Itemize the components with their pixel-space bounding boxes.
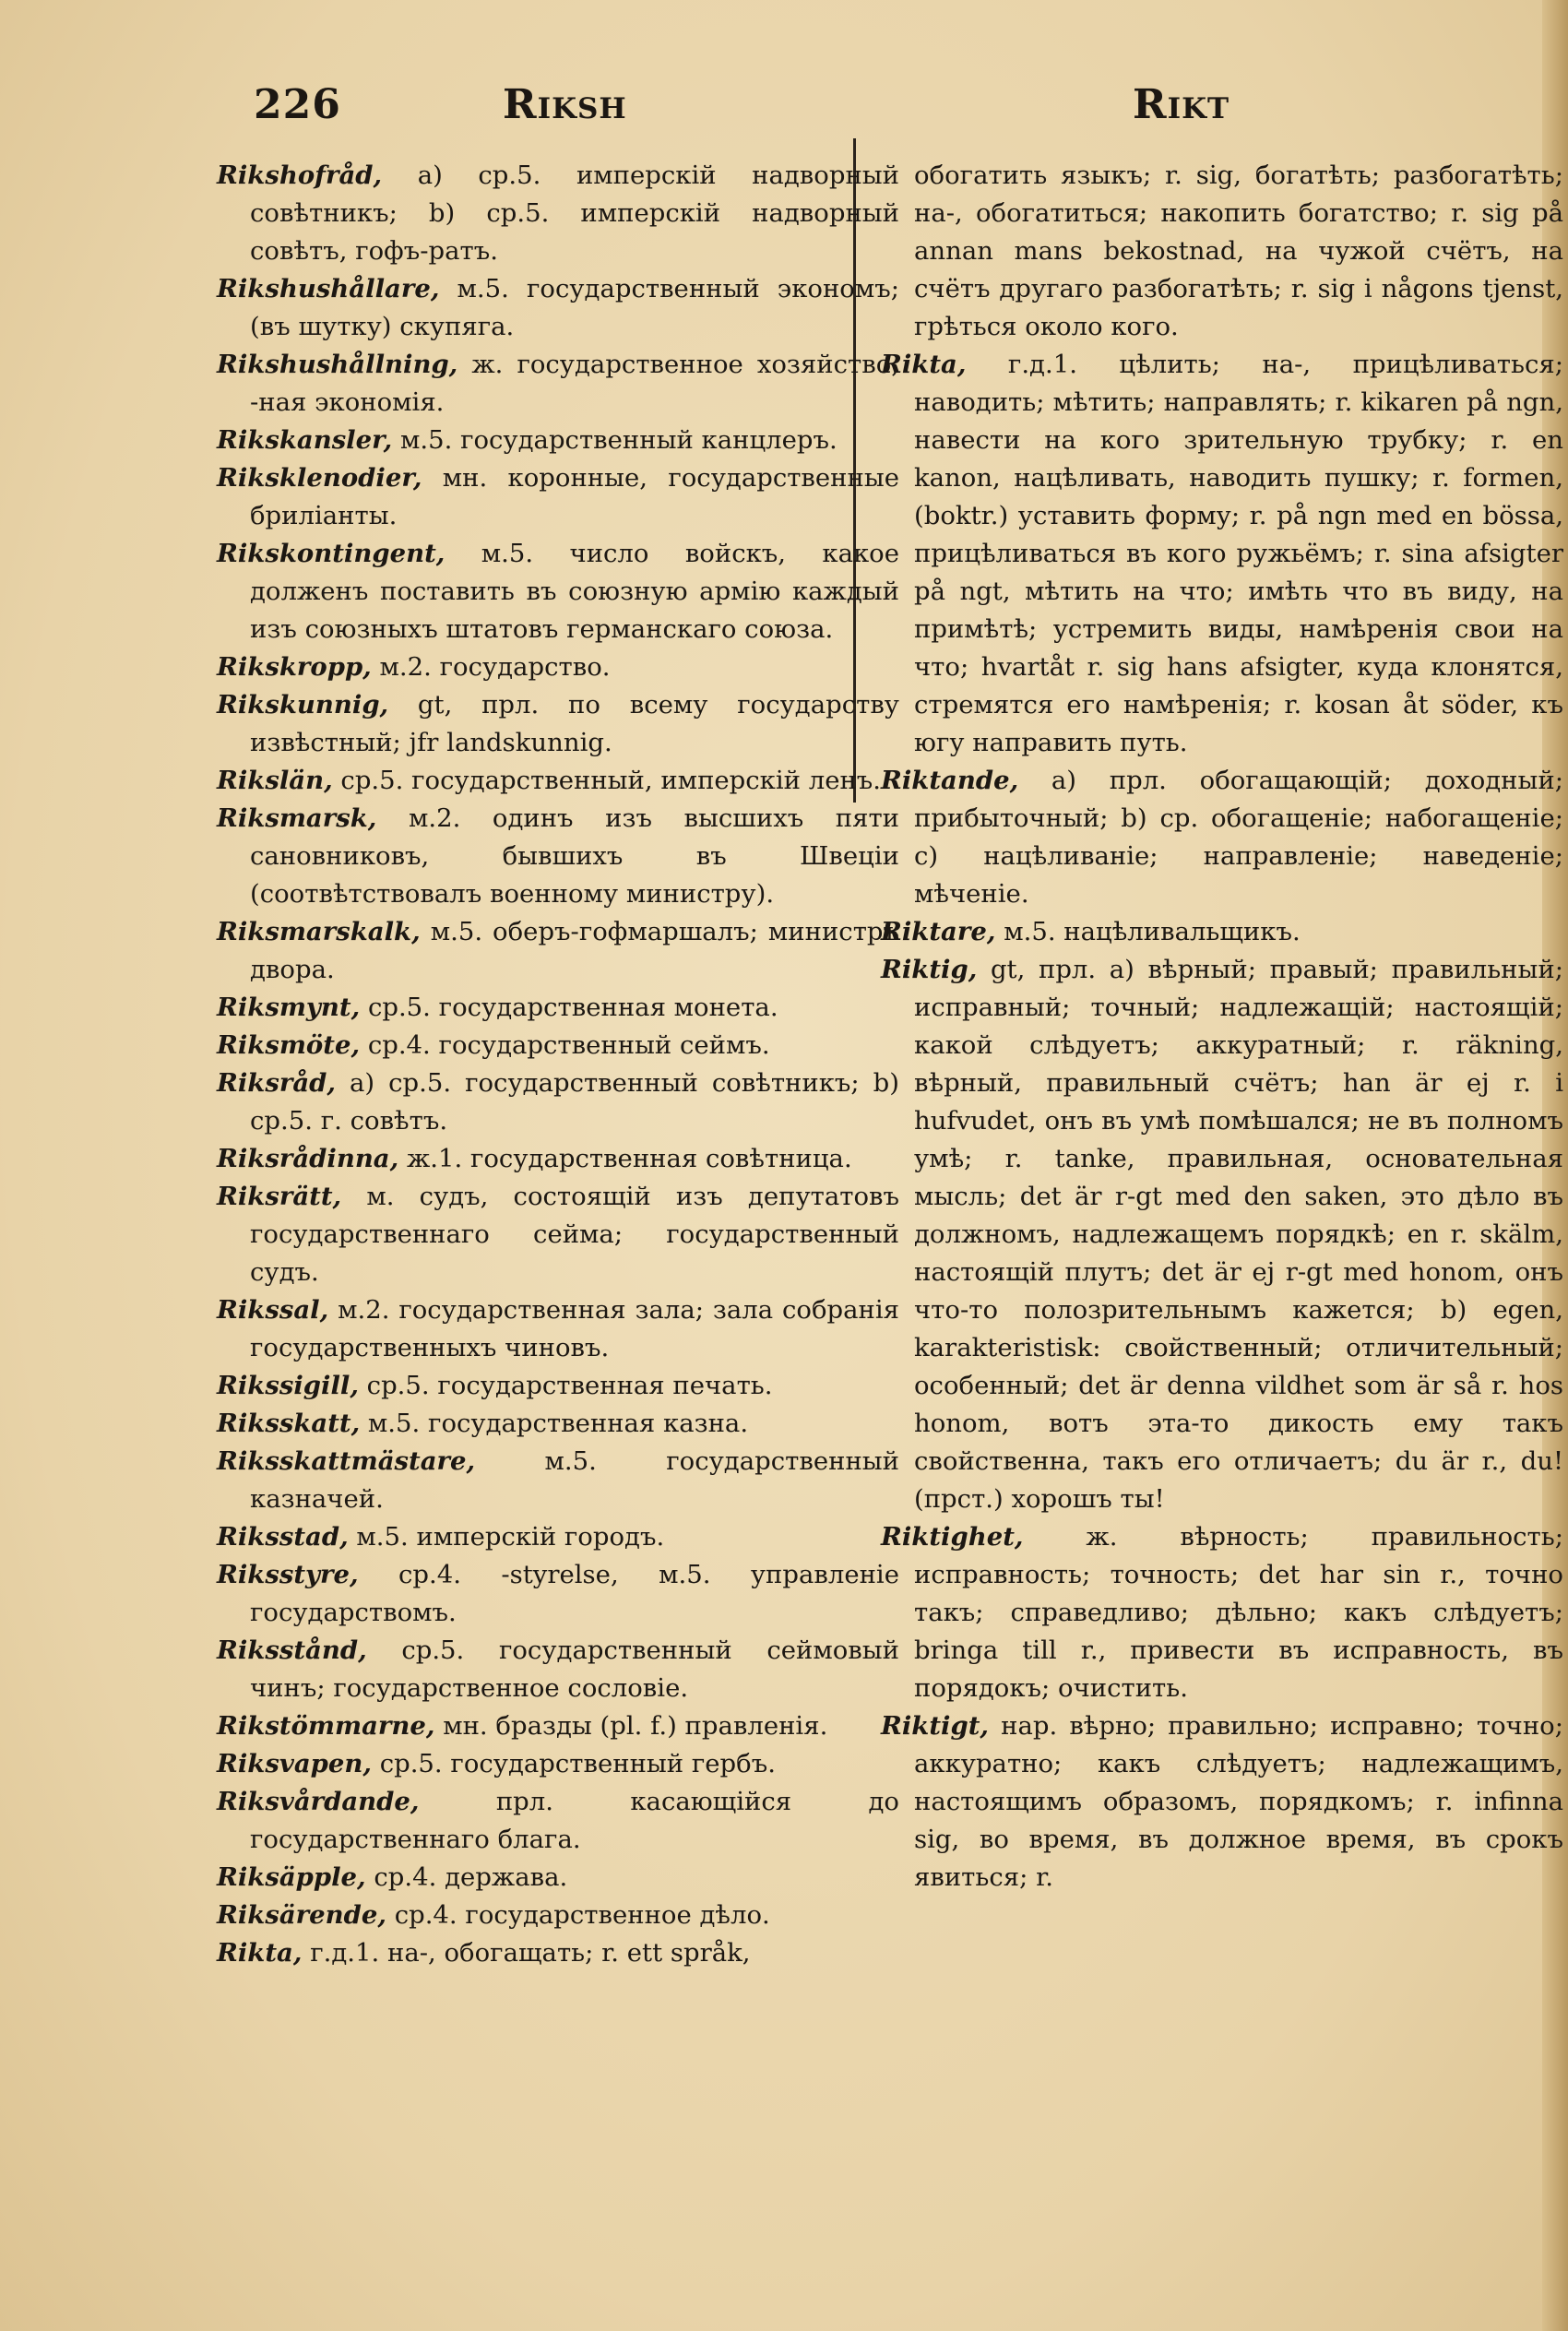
entry-headword: Riksklenodier,: [217, 463, 422, 493]
entry-definition: г.д.1. цѣлить; на-, прицѣливаться; наводить; мѣтить; направлять; r. kikaren på ngn, навести на кого зрительную трубку; r. en kanon, нацѣливать, наводить пушку; r. formen, (boktr.) уставить форму; r. på ngn med en bössa, прицѣливаться въ кого ружьёмъ; r. sina afsigter på ngt, мѣтить на что; имѣть что въ виду, на примѣтѣ; устремить виды, намѣренія свои на что; hvartåt r. sig hans afsigter, куда клонятся, стремятся его намѣренія; r. kosan åt söder, къ югу направить путь.: [914, 350, 1563, 757]
entry-definition: gt, прл. по всему государству извѣстный; jfr landskunnig.: [250, 690, 899, 757]
entry-definition: ср.5. государственный, имперскій ленъ.: [340, 766, 882, 795]
entry-headword: Riksäpple,: [217, 1862, 366, 1892]
dictionary-entry: [217, 1897, 899, 1934]
entry-headword: Riktighet,: [881, 1522, 1024, 1552]
entry-headword: Riktare,: [881, 917, 996, 946]
entry-headword: Riksmarskalk,: [217, 917, 421, 946]
entry-definition: ср.4. государственный сеймъ.: [367, 1030, 770, 1060]
entry-definition: м.5. число войскъ, какое долженъ поставить въ союзную армію каждый изъ союзныхъ штатовъ германскаго союза.: [250, 539, 900, 644]
entry-headword: Rikshofråd,: [217, 161, 383, 190]
entry-definition: a) прл. обогащающій; доходный; прибыточный; b) ср. обогащеніе; набогащеніе; c) нацѣливаніе; направленіе; наведеніе; мѣченіе.: [914, 766, 1563, 909]
entry-definition: м. судъ, состоящій изъ депутатовъ государственнаго сейма; государственный судъ.: [250, 1182, 899, 1287]
entry-headword: Rikta,: [217, 1938, 303, 1968]
entry-definition: г.д.1. на-, обогащать; r. ett språk,: [310, 1938, 751, 1968]
right-column: [881, 157, 1563, 1897]
entry-headword: Riksskatt,: [217, 1409, 361, 1438]
entry-headword: Rikskunnig,: [217, 690, 389, 720]
entry-headword: Rikssigill,: [217, 1371, 359, 1400]
entry-definition: м.2. государство.: [379, 652, 611, 682]
dictionary-entry: [881, 157, 1563, 346]
entry-headword: Riksärende,: [217, 1900, 386, 1930]
dictionary-entry: [217, 422, 899, 459]
dictionary-entry: [881, 1518, 1563, 1707]
entry-definition: прл. касающійся до государственнаго блага.: [250, 1787, 899, 1854]
dictionary-entry: [217, 1027, 899, 1064]
dictionary-entry: [217, 346, 899, 422]
entry-headword: Riksvårdande,: [217, 1787, 420, 1816]
right-guide-word: Rikt: [1133, 81, 1230, 128]
entry-definition: ж. государственное хозяйство, -ная экономія.: [250, 350, 899, 417]
dictionary-entry: [217, 1291, 899, 1367]
dictionary-entry: [217, 1405, 899, 1443]
entry-definition: a) ср.5. государственный совѣтникъ; b) ср.5. г. совѣтъ.: [250, 1068, 899, 1136]
entry-headword: Rikssal,: [217, 1295, 329, 1325]
entry-definition: нар. вѣрно; правильно; исправно; точно; аккуратно; какъ слѣдуетъ; надлежащимъ, настоящимъ образомъ, порядкомъ; r. infinna sig, во время, въ должное время, въ срокъ явиться; r.: [914, 1711, 1563, 1892]
entry-headword: Rikskropp,: [217, 652, 372, 682]
entry-definition: ср.5. государственная печать.: [366, 1371, 773, 1400]
entry-definition: м.5. государственный казначей.: [250, 1446, 899, 1514]
dictionary-entry: [217, 1064, 899, 1140]
entry-definition: ср.5. государственный гербъ.: [379, 1749, 776, 1778]
entry-definition: ж.1. государственная совѣтница.: [406, 1144, 852, 1173]
entry-definition: м.5. оберъ-гофмаршалъ; министръ двора.: [250, 917, 900, 984]
dictionary-entry: [217, 1178, 899, 1291]
dictionary-entry: [217, 1140, 899, 1178]
dictionary-entry: [881, 1707, 1563, 1897]
entry-definition: м.2. государственная зала; зала собранія государственныхъ чиновъ.: [250, 1295, 899, 1362]
dictionary-entry: [881, 762, 1563, 913]
entry-definition: м.5. имперскій городъ.: [356, 1522, 665, 1552]
dictionary-entry: [217, 989, 899, 1027]
left-column: [217, 157, 899, 1972]
entry-definition: м.5. государственный канцлеръ.: [399, 425, 837, 455]
dictionary-entry: [217, 1745, 899, 1783]
dictionary-entry: [217, 535, 899, 648]
entry-headword: Riksmynt,: [217, 993, 361, 1022]
left-guide-word: Riksh: [503, 81, 627, 128]
dictionary-entry: [881, 346, 1563, 762]
entry-headword: Rikta,: [881, 350, 967, 379]
dictionary-entry: [217, 270, 899, 346]
entry-definition: м.5. государственный экономъ; (въ шутку) скупяга.: [250, 274, 899, 341]
dictionary-entry: [217, 1859, 899, 1897]
entry-definition: a) ср.5. имперскій надворный совѣтникъ; b) ср.5. имперскій надворный совѣтъ, гофъ-ратъ.: [250, 161, 899, 266]
entry-headword: Riksråd,: [217, 1068, 336, 1098]
entry-headword: Riktande,: [881, 766, 1019, 795]
dictionary-entry: [217, 1367, 899, 1405]
entry-headword: Riktig,: [881, 955, 978, 984]
entry-headword: Riksstånd,: [217, 1635, 367, 1665]
dictionary-entry: [217, 1632, 899, 1707]
dictionary-entry: [217, 648, 899, 686]
entry-headword: Riksmarsk,: [217, 803, 377, 833]
entry-headword: Riksskattmästare,: [217, 1446, 476, 1476]
entry-headword: Rikskontingent,: [217, 539, 445, 568]
dictionary-entry: [217, 913, 899, 989]
dictionary-entry: [217, 686, 899, 762]
entry-headword: Riksstad,: [217, 1522, 349, 1552]
entry-definition: ср.4. государственное дѣло.: [394, 1900, 770, 1930]
dictionary-entry: [217, 459, 899, 535]
entry-headword: Rikshushållning,: [217, 350, 458, 379]
dictionary-entry: [217, 800, 899, 913]
entry-headword: Riksrätt,: [217, 1182, 342, 1211]
entry-definition: ср.4. держава.: [374, 1862, 568, 1892]
dictionary-entry: [217, 1556, 899, 1632]
running-header: [0, 81, 1568, 137]
entry-headword: Rikshushållare,: [217, 274, 440, 303]
dictionary-entry: [217, 1443, 899, 1518]
page-number: 226: [254, 81, 341, 128]
entry-headword: Rikstömmarne,: [217, 1711, 435, 1741]
dictionary-entry: [217, 1707, 899, 1745]
dictionary-entry: [217, 1783, 899, 1859]
entry-definition: мн. коронные, государственные бриліанты.: [250, 463, 900, 530]
entry-definition: gt, прл. a) вѣрный; правый; правильный; исправный; точный; надлежащій; настоящій; какой слѣдуетъ; аккуратный; r. räkning, вѣрный, правильный счётъ; han är ej r. i hufvudet, онъ въ умѣ помѣшался; не въ полномъ умѣ; r. tanke, правильная, основательная мысль; det är r-gt med den saken, это дѣло въ должномъ, надлежащемъ порядкѣ; en r. skälm, настоящій плутъ; det är ej r-gt med honom, онъ что-то полозрительнымъ кажется; b) egen, karakteristisk: свойственный; отличительный; особенный; det är denna vildhet som är så r. hos honom, вотъ эта-то дикость ему такъ свойственна, такъ его отличаетъ; du är r., du! (прст.) хорошъ ты!: [914, 955, 1563, 1514]
entry-definition: м.5. государственная казна.: [367, 1409, 749, 1438]
dictionary-entry: [881, 913, 1563, 951]
entry-definition: ср.5. государственный сеймовый чинъ; государственное сословіе.: [250, 1635, 899, 1703]
dictionary-entry: [217, 1518, 899, 1556]
entry-definition: ср.5. государственная монета.: [367, 993, 778, 1022]
dictionary-entry: [217, 1934, 899, 1972]
dictionary-entry: [881, 951, 1563, 1518]
dictionary-entry: [217, 762, 899, 800]
entry-definition: м.2. одинъ изъ высшихъ пяти сановниковъ, бывшихъ въ Швеціи (соотвѣтствовалъ военному министру).: [250, 803, 899, 909]
entry-headword: Riksmöte,: [217, 1030, 361, 1060]
entry-headword: Rikskansler,: [217, 425, 393, 455]
entry-definition: м.5. нацѣливальщикъ.: [1004, 917, 1301, 946]
entry-headword: Riksstyre,: [217, 1560, 359, 1589]
entry-headword: Rikslän,: [217, 766, 333, 795]
entry-definition: обогатить языкъ; r. sig, богатѣть; разбогатѣть; на-, обогатиться; накопить богатство; r. sig på annan mans bekostnad, на чужой счётъ, на счётъ другаго разбогатѣть; r. sig i någons tjenst, грѣться около кого.: [914, 161, 1563, 341]
entry-definition: ж. вѣрность; правильность; исправность; точность; det har sin r., точно такъ; справедливо; дѣльно; какъ слѣдуетъ; bringa till r., привести въ исправность, въ порядокъ; очистить.: [914, 1522, 1564, 1703]
dictionary-entry: [217, 157, 899, 270]
entry-headword: Riktigt,: [881, 1711, 990, 1741]
entry-definition: ср.4. -styrelse, м.5. управленіе государствомъ.: [250, 1560, 899, 1627]
entry-headword: Riksrådinna,: [217, 1144, 399, 1173]
entry-definition: мн. бразды (pl. f.) правленія.: [443, 1711, 828, 1741]
entry-headword: Riksvapen,: [217, 1749, 372, 1778]
